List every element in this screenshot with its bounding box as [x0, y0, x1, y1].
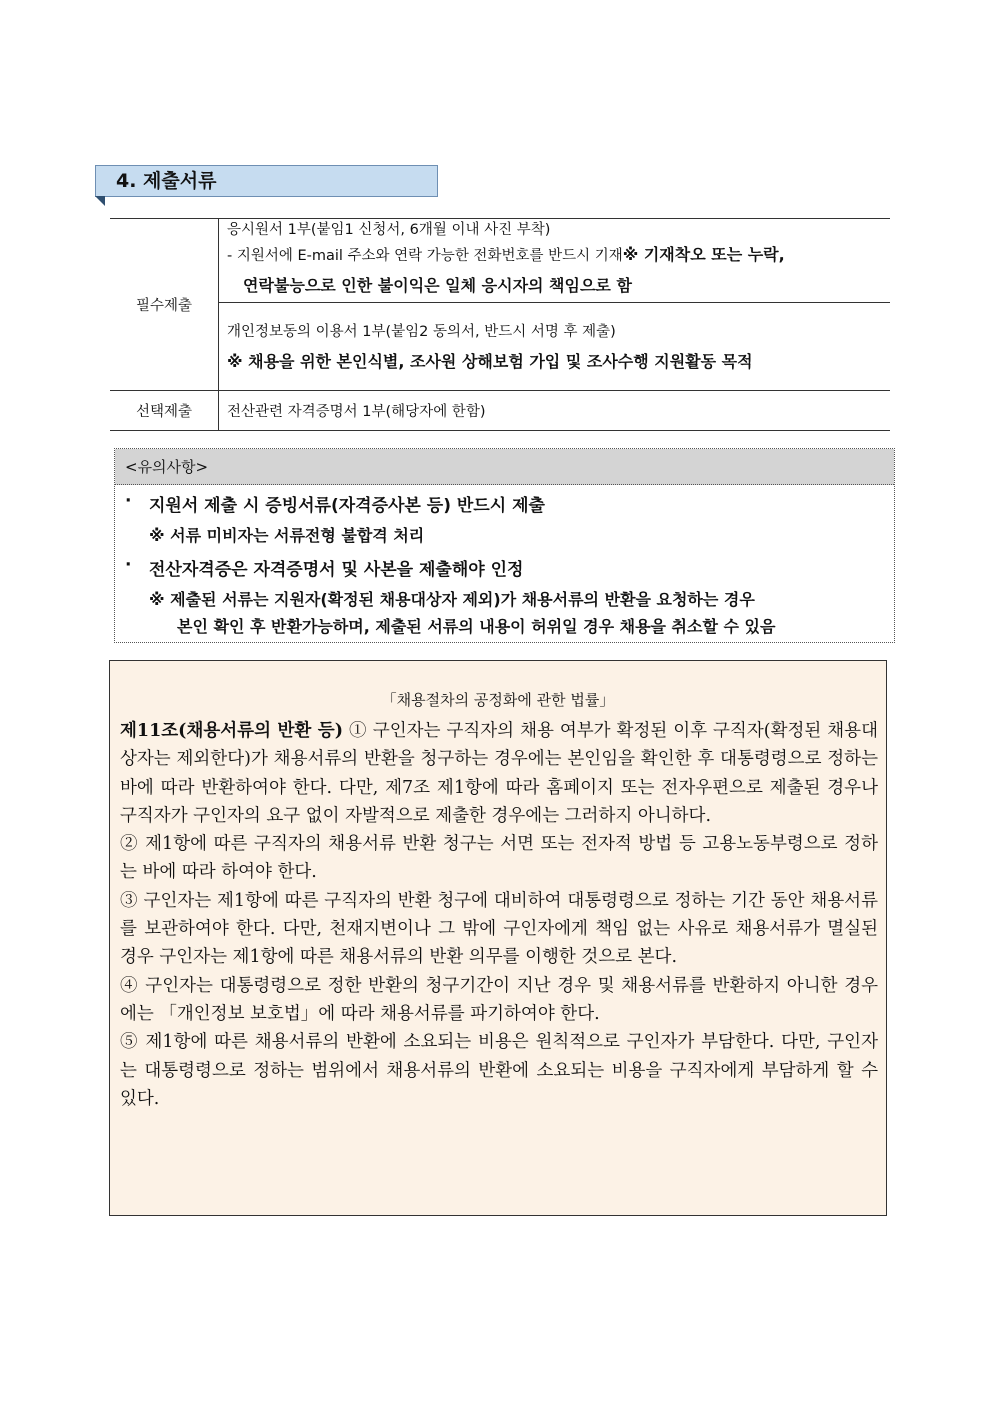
law-paragraph-4: ④ 구인자는 대통령령으로 정한 반환의 청구기간이 지난 경우 및 채용서류를 반환하지 아니한 경우에는 「개인정보 보호법」에 따라 채용서류를 파기하여야 한다. [120, 975, 878, 1024]
notice-item-2-sub-2: 본인 확인 후 반환가능하며, 제출된 서류의 내용이 허위일 경우 채용을 취소할 수 있음 [177, 617, 776, 636]
law-excerpt-box [109, 660, 887, 1216]
notice-bullet-1: · [125, 491, 132, 511]
notice-header: <유의사항> [115, 449, 894, 485]
optional-certificate-text: 전산관련 자격증명서 1부(해당자에 한함) [219, 391, 891, 431]
error-warning-text: ※ 기재착오 또는 누락, [622, 245, 785, 264]
law-paragraph-5: ⑤ 제1항에 따른 채용서류의 반환에 소요되는 비용은 원칙적으로 구인자가 부담한다. 다만, 구인자는 대통령령으로 정하는 범위에서 채용서류의 반환에 소요되는 비용을 구직자에게 부담하게 할 수 있다. [120, 1032, 878, 1109]
required-consent-cell [219, 303, 891, 391]
law-paragraph-1 [120, 717, 878, 830]
law-paragraph-2: ② 제1항에 따른 구직자의 채용서류 반환 청구는 서면 또는 전자적 방법 등 고용노동부령으로 정하는 바에 따라 하여야 한다. [120, 834, 878, 883]
notice-item-1: 지원서 제출 시 증빙서류(자격증사본 등) 반드시 제출 [149, 496, 545, 516]
responsibility-warning-text: 연락불능으로 인한 불이익은 일체 응시자의 책임으로 함 [243, 276, 632, 295]
notice-bullet-2: · [125, 555, 132, 575]
notice-item-2-sub-1: ※ 제출된 서류는 지원자(확정된 채용대상자 제외)가 채용서류의 반환을 요청하는 경우 [149, 590, 755, 609]
article-title: 제11조(채용서류의 반환 등) [120, 721, 343, 741]
section-heading-tab-decoration [95, 196, 105, 206]
law-clause-1: ① 구인자는 구직자의 채용 여부가 확정된 이후 구직자(확정된 채용대상자는 제외한다)가 채용서류의 반환을 청구하는 경우에는 본인임을 확인한 후 대통령령으로 정하는 바에 따라 반환하여야 한다. 다만, 제7조 제1항에 따라 홈페이지 또는 전자우편으로 제출된 경우나 구직자가 구인자의 요구 없이 자발적으로 제출한 경우에는 그러하지 아니하다. [120, 721, 878, 826]
table-row-required-2 [110, 303, 890, 391]
required-label: 필수제출 [110, 219, 219, 391]
email-phone-instruction: - 지원서에 E-mail 주소와 연락 가능한 전화번호를 반드시 기재 [227, 248, 623, 264]
law-paragraph-3: ③ 구인자는 제1항에 따른 구직자의 반환 청구에 대비하여 대통령령으로 정하는 기간 동안 채용서류를 보관하여야 한다. 다만, 천재지변이나 그 밖에 구인자에게 책임 없는 사유로 채용서류가 멸실된 경우 구인자는 제1항에 따른 채용서류의 반환 의무를 이행한 것으로 본다. [120, 890, 878, 968]
required-application-cell [219, 219, 891, 303]
optional-label: 선택제출 [110, 391, 219, 431]
table-row-required-1 [110, 219, 890, 303]
submission-documents-table [110, 218, 890, 431]
law-title: ｢채용절차의 공정화에 관한 법률｣ [389, 691, 607, 709]
consent-purpose-text: ※ 채용을 위한 본인식별, 조사원 상해보험 가입 및 조사수행 지원활동 목적 [227, 351, 753, 371]
section-heading: 4. 제출서류 [95, 165, 438, 197]
application-form-text: 응시원서 1부(붙임1 신청서, 6개월 이내 사진 부착) [227, 222, 551, 238]
consent-form-text: 개인정보동의 이용서 1부(붙임2 동의서, 반드시 서명 후 제출) [227, 323, 616, 340]
notice-item-2: 전산자격증은 자격증명서 및 사본을 제출해야 인정 [149, 560, 524, 580]
law-body [120, 717, 878, 1113]
notice-item-1-sub: ※ 서류 미비자는 서류전형 불합격 처리 [149, 526, 425, 545]
notice-box [114, 448, 895, 643]
table-row-optional [110, 391, 890, 431]
